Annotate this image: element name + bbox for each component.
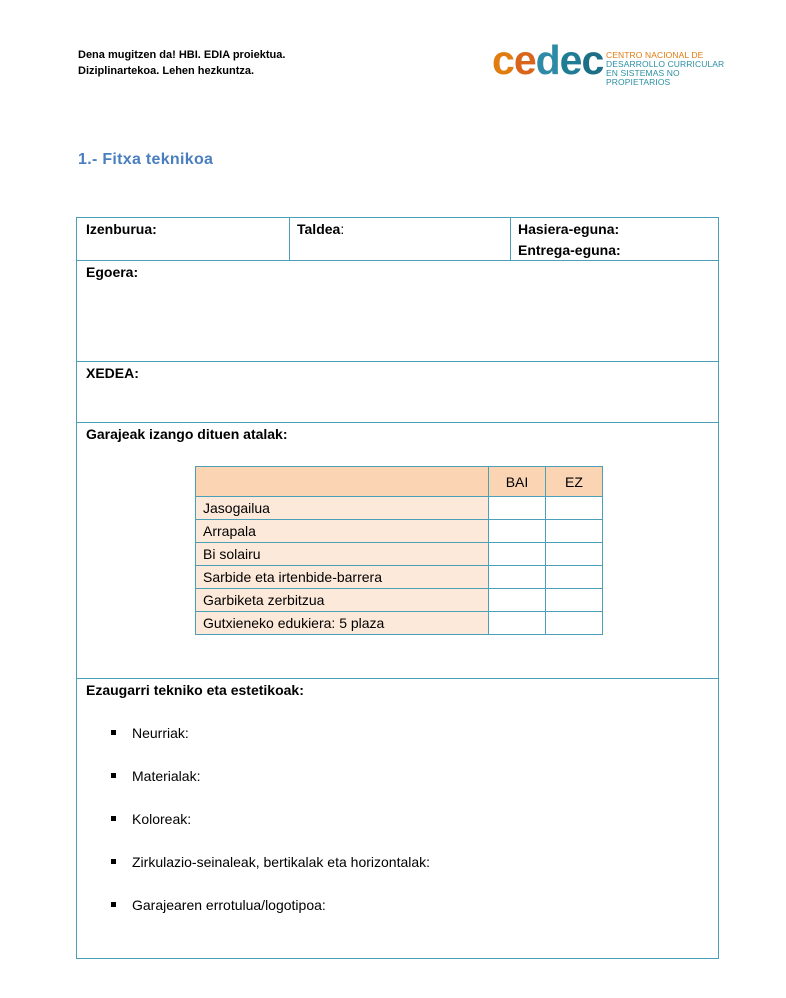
list-item: [77, 852, 430, 895]
atalak-label: Garajeak izango dituen atalak:: [86, 426, 288, 442]
spec-label: Zirkulazio-seinaleak, bertikalak eta horizontalak:: [132, 854, 431, 870]
feature-name: Sarbide eta irtenbide-barrera: [196, 566, 489, 589]
bullet-icon: [111, 816, 116, 821]
table-header-bai: BAI: [489, 467, 546, 497]
feature-name: Garbiketa zerbitzua: [196, 589, 489, 612]
table-row: [196, 566, 603, 589]
bai-cell[interactable]: [489, 566, 546, 589]
logo-letter: c: [581, 37, 604, 83]
logo-word: [492, 38, 603, 82]
list-item: [77, 895, 430, 938]
bai-cell[interactable]: [489, 520, 546, 543]
taldea-label-text: Taldea: [297, 221, 341, 237]
column-divider: [510, 218, 511, 260]
taldea-label: [297, 219, 344, 240]
list-item: [77, 723, 430, 766]
bai-cell[interactable]: [489, 543, 546, 566]
header-line-1: Dena mugitzen da! HBI. EDIA proiektua.: [78, 49, 286, 61]
table-row: [196, 497, 603, 520]
list-item: [77, 766, 430, 809]
table-header-row: [196, 467, 603, 497]
logo-letter: e: [559, 37, 582, 83]
taldea-colon: :: [340, 221, 345, 237]
bai-cell[interactable]: [489, 612, 546, 635]
bullet-icon: [111, 902, 116, 907]
table-header-empty: [196, 467, 489, 497]
table-row: [196, 543, 603, 566]
form-row-title-group-dates: [76, 217, 719, 261]
ez-cell[interactable]: [546, 566, 603, 589]
spec-label: Materialak:: [132, 768, 201, 784]
ez-cell[interactable]: [546, 589, 603, 612]
bullet-icon: [111, 773, 116, 778]
entrega-eguna-label: Entrega-eguna:: [518, 242, 621, 258]
form-section-atalak: [76, 422, 719, 679]
header-line-2: Diziplinartekoa. Lehen hezkuntza.: [78, 65, 255, 77]
hasiera-eguna-label: Hasiera-eguna:: [518, 221, 620, 237]
page-title: 1.- Fitxa teknikoa: [78, 151, 214, 168]
spec-label: Koloreak:: [132, 811, 192, 827]
ez-cell[interactable]: [546, 612, 603, 635]
logo-sub-line-1: CENTRO NACIONAL DE: [606, 50, 704, 60]
spec-label: Garajearen errotulua/logotipoa:: [132, 897, 326, 913]
bai-cell[interactable]: [489, 589, 546, 612]
bai-cell[interactable]: [489, 497, 546, 520]
cedec-logo: [492, 37, 732, 87]
specs-list: [77, 723, 430, 938]
logo-sub-line-3: EN SISTEMAS NO PROPIETARIOS: [606, 68, 680, 87]
egoera-label: Egoera:: [86, 264, 139, 280]
ez-cell[interactable]: [546, 520, 603, 543]
bullet-icon: [111, 859, 116, 864]
logo-letter: c: [492, 37, 514, 83]
logo-subtitle: [606, 51, 732, 87]
feature-name: Gutxieneko edukiera: 5 plaza: [196, 612, 489, 635]
column-divider: [289, 218, 290, 260]
bullet-icon: [111, 730, 116, 735]
logo-letter: e: [513, 37, 536, 83]
form-section-egoera: [76, 260, 719, 362]
logo-sub-line-2: DESARROLLO CURRICULAR: [606, 59, 725, 69]
ez-cell[interactable]: [546, 543, 603, 566]
features-table: [195, 466, 603, 635]
xedea-label: XEDEA:: [86, 365, 139, 381]
feature-name: Bi solairu: [196, 543, 489, 566]
table-header-ez: EZ: [546, 467, 603, 497]
table-row: [196, 520, 603, 543]
izenburua-label: Izenburua:: [86, 221, 157, 237]
feature-name: Arrapala: [196, 520, 489, 543]
list-item: [77, 809, 430, 852]
table-row: [196, 612, 603, 635]
form-section-xedea: [76, 361, 719, 423]
table-row: [196, 589, 603, 612]
logo-letter: d: [535, 37, 560, 83]
ezaugarriak-label: Ezaugarri tekniko eta estetikoak:: [86, 682, 304, 698]
ez-cell[interactable]: [546, 497, 603, 520]
spec-label: Neurriak:: [132, 725, 189, 741]
document-header: [78, 47, 285, 79]
feature-name: Jasogailua: [196, 497, 489, 520]
form-section-ezaugarriak: [76, 678, 719, 959]
